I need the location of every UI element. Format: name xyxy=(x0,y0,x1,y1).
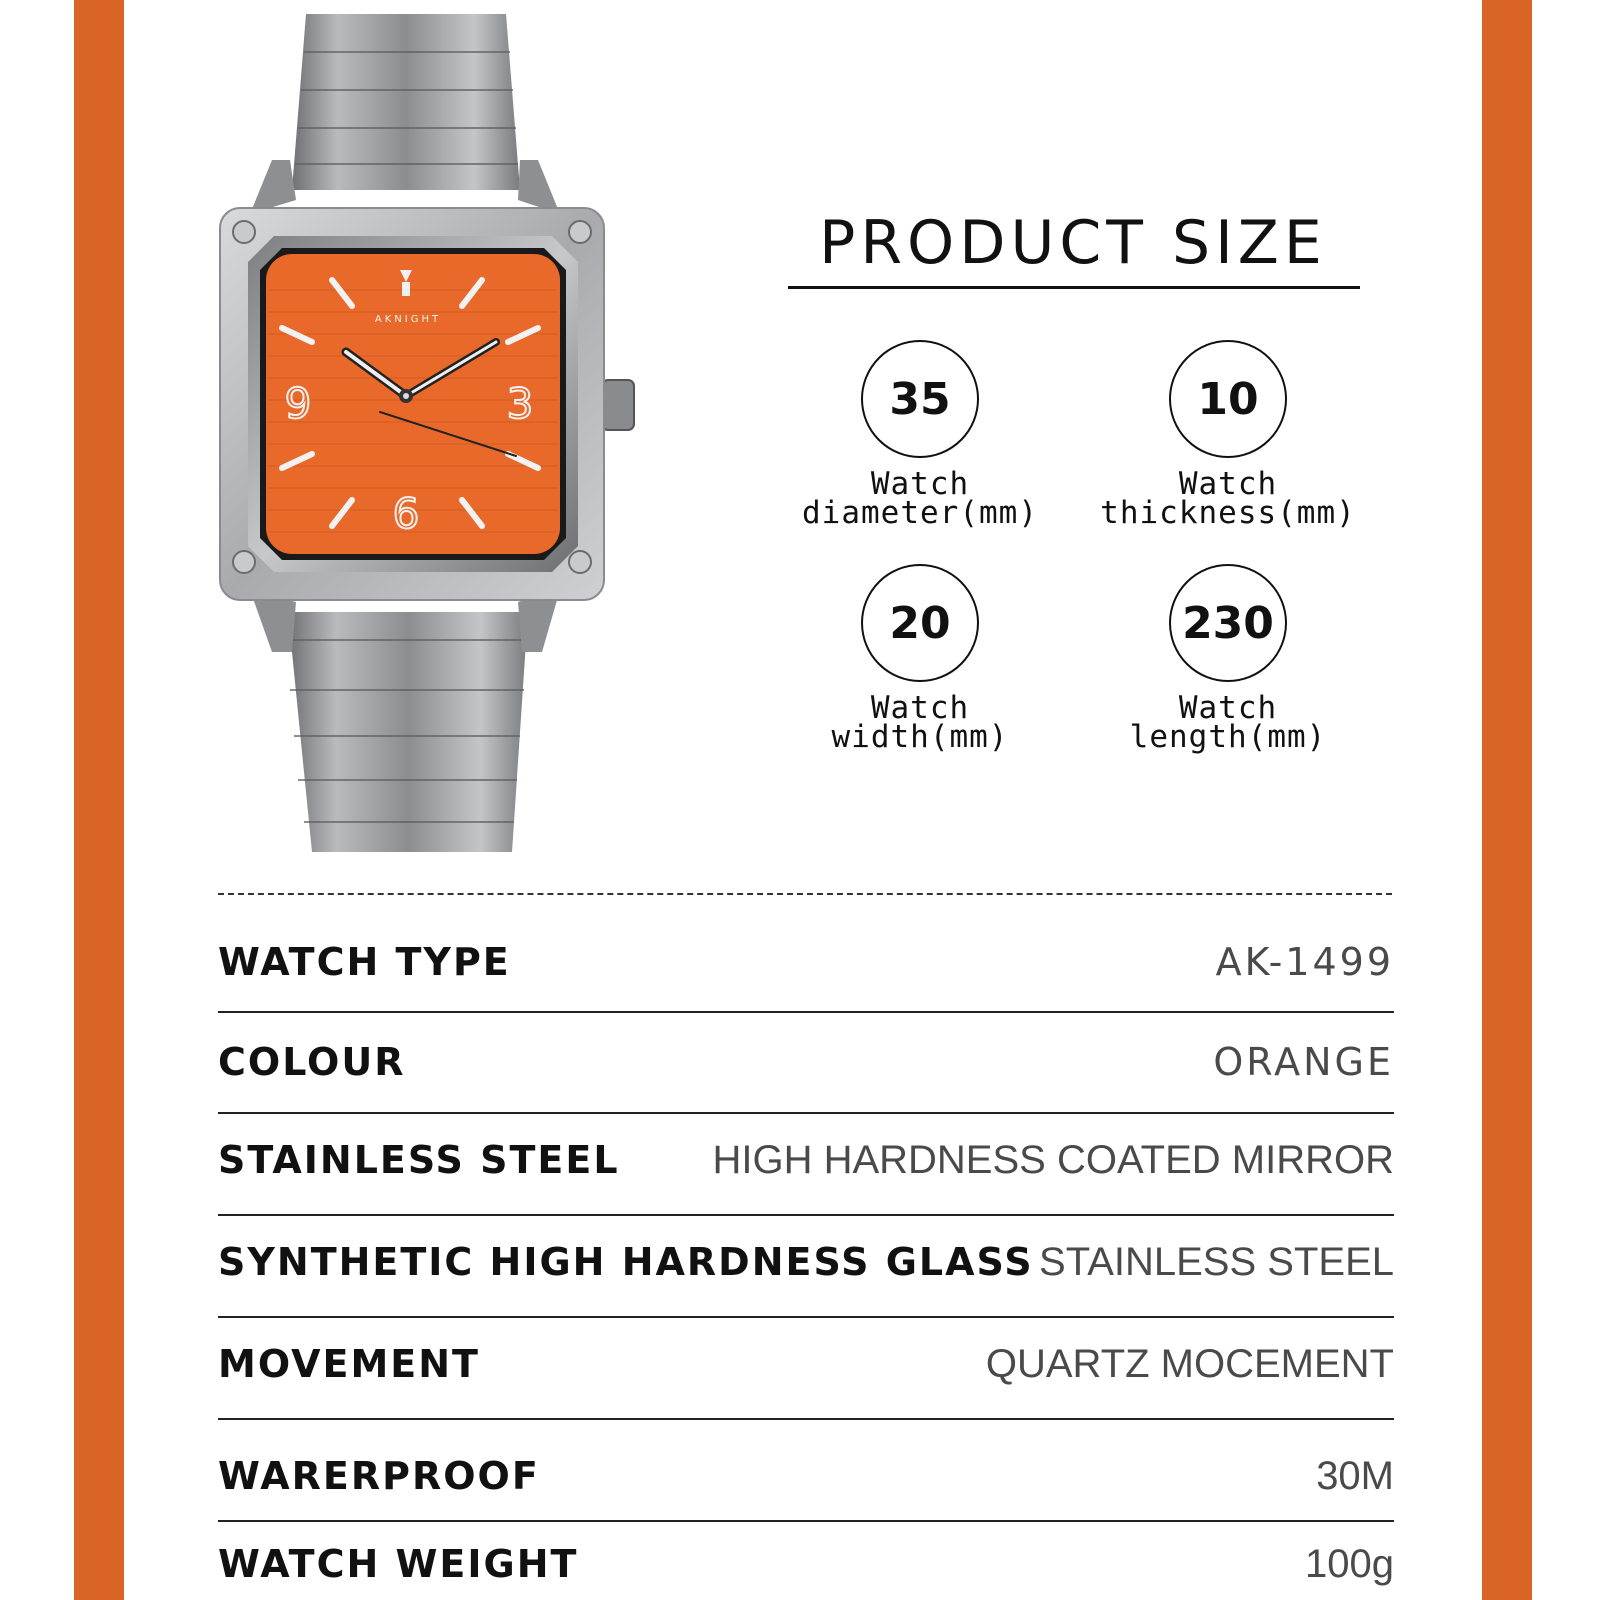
dial-numeral-3: 3 xyxy=(506,379,534,428)
row-divider xyxy=(218,1214,1394,1216)
dimension-label: Watch thickness(mm) xyxy=(1100,466,1356,531)
spec-value: QUARTZ MOCEMENT xyxy=(985,1342,1394,1386)
spec-key: MOVEMENT xyxy=(218,1342,480,1386)
dial-numeral-6: 6 xyxy=(392,489,420,538)
title-underline xyxy=(788,286,1360,289)
value-circle: 20 xyxy=(861,564,979,682)
row-divider xyxy=(218,1520,1394,1522)
lower-bracelet xyxy=(288,612,528,852)
value-circle: 230 xyxy=(1169,564,1287,682)
row-divider xyxy=(218,1011,1394,1013)
spec-value: AK-1499 xyxy=(1215,940,1394,984)
dimension-label: Watch diameter(mm) xyxy=(802,466,1038,531)
upper-bracelet xyxy=(292,14,520,190)
watch-image xyxy=(200,0,660,860)
dial-brand-text: AKNIGHT xyxy=(374,314,442,325)
value-circle: 10 xyxy=(1169,340,1287,458)
spec-value: HIGH HARDNESS COATED MIRROR xyxy=(712,1138,1394,1182)
dimension-length xyxy=(1078,564,1378,755)
spec-value: STAINLESS STEEL xyxy=(1039,1240,1394,1284)
section-divider xyxy=(218,893,1392,895)
spec-key: COLOUR xyxy=(218,1040,406,1084)
dial-numeral-9: 9 xyxy=(284,379,312,428)
spec-key: SYNTHETIC HIGH HARDNESS GLASS xyxy=(218,1240,1034,1284)
dimension-width xyxy=(770,564,1070,755)
spec-key: STAINLESS STEEL xyxy=(218,1138,620,1182)
right-accent-bar xyxy=(1482,0,1532,1600)
spec-value: 30M xyxy=(1316,1454,1394,1498)
spec-key: WATCH WEIGHT xyxy=(218,1542,579,1586)
spec-key: WARERPROOF xyxy=(218,1454,540,1498)
product-size-title: PRODUCT SIZE xyxy=(819,208,1327,278)
row-divider xyxy=(218,1418,1394,1420)
row-divider xyxy=(218,1316,1394,1318)
row-divider xyxy=(218,1112,1394,1114)
value-circle: 35 xyxy=(861,340,979,458)
spec-key: WATCH TYPE xyxy=(218,940,511,984)
dimension-thickness xyxy=(1078,340,1378,531)
spec-value: 100g xyxy=(1305,1542,1394,1586)
left-accent-bar xyxy=(74,0,124,1600)
dimension-label: Watch width(mm) xyxy=(831,690,1009,755)
spec-value: ORANGE xyxy=(1213,1040,1394,1084)
dimension-diameter xyxy=(770,340,1070,531)
dimension-label: Watch length(mm) xyxy=(1129,690,1327,755)
